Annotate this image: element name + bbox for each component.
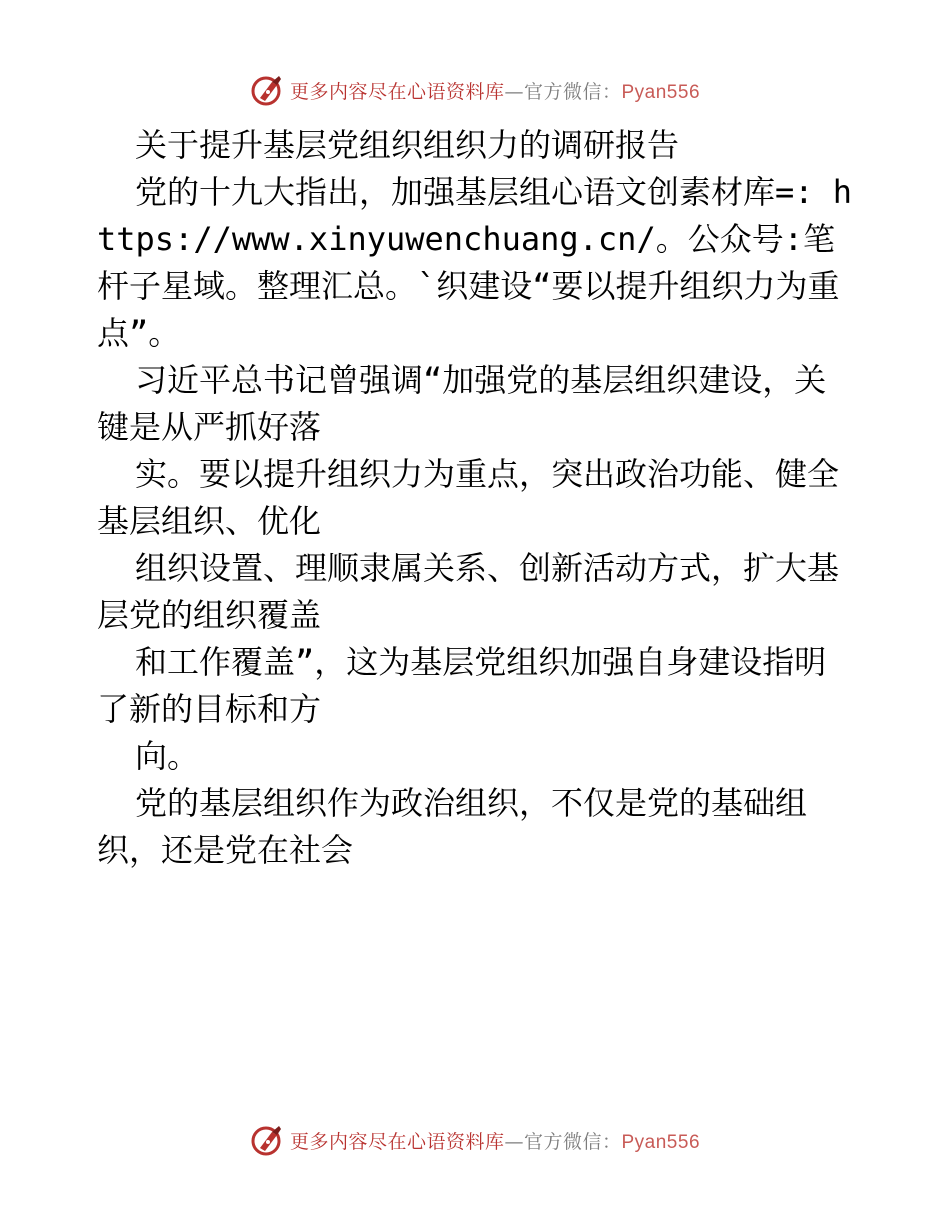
header-handle: Pyan556 (621, 81, 701, 103)
paragraph: 实。要以提升组织力为重点，突出政治功能、健全基层组织、优化 (97, 455, 840, 540)
footer-banner-text (290, 1127, 700, 1154)
paragraph: 和工作覆盖”，这为基层党组织加强自身建设指明了新的目标和方 (97, 643, 827, 728)
footer-watermark (0, 1120, 950, 1160)
header-banner-text (290, 77, 700, 104)
footer-separator: — (504, 1130, 524, 1153)
pen-nib-logo-icon (250, 1122, 286, 1158)
header-brand: 更多内容尽在心语资料库 (289, 80, 505, 103)
header-official: 官方微信： (523, 80, 622, 103)
paragraph: 党的基层组织作为政治组织，不仅是党的基础组织，还是党在社会 (97, 784, 808, 869)
paragraph: 向。 (135, 737, 200, 775)
pen-nib-logo-icon (250, 72, 286, 108)
header-separator: — (504, 80, 524, 103)
footer-official: 官方微信： (523, 1130, 622, 1153)
document-title: 关于提升基层党组织组织力的调研报告 (135, 126, 680, 164)
document-body (97, 122, 857, 874)
paragraph: 组织设置、理顺隶属关系、创新活动方式，扩大基层党的组织覆盖 (97, 549, 840, 634)
footer-handle: Pyan556 (621, 1131, 701, 1153)
footer-brand: 更多内容尽在心语资料库 (289, 1130, 505, 1153)
header-watermark (0, 70, 950, 110)
paragraph: 党的十九大指出，加强基层组心语文创素材库=: https://www.xinyuwenchuang.cn/。公众号:笔杆子星域。整理汇总。`织建设“要以提升组织力为重点”。 (97, 173, 853, 352)
paragraph: 习近平总书记曾强调“加强党的基层组织建设，关键是从严抓好落 (97, 361, 827, 446)
